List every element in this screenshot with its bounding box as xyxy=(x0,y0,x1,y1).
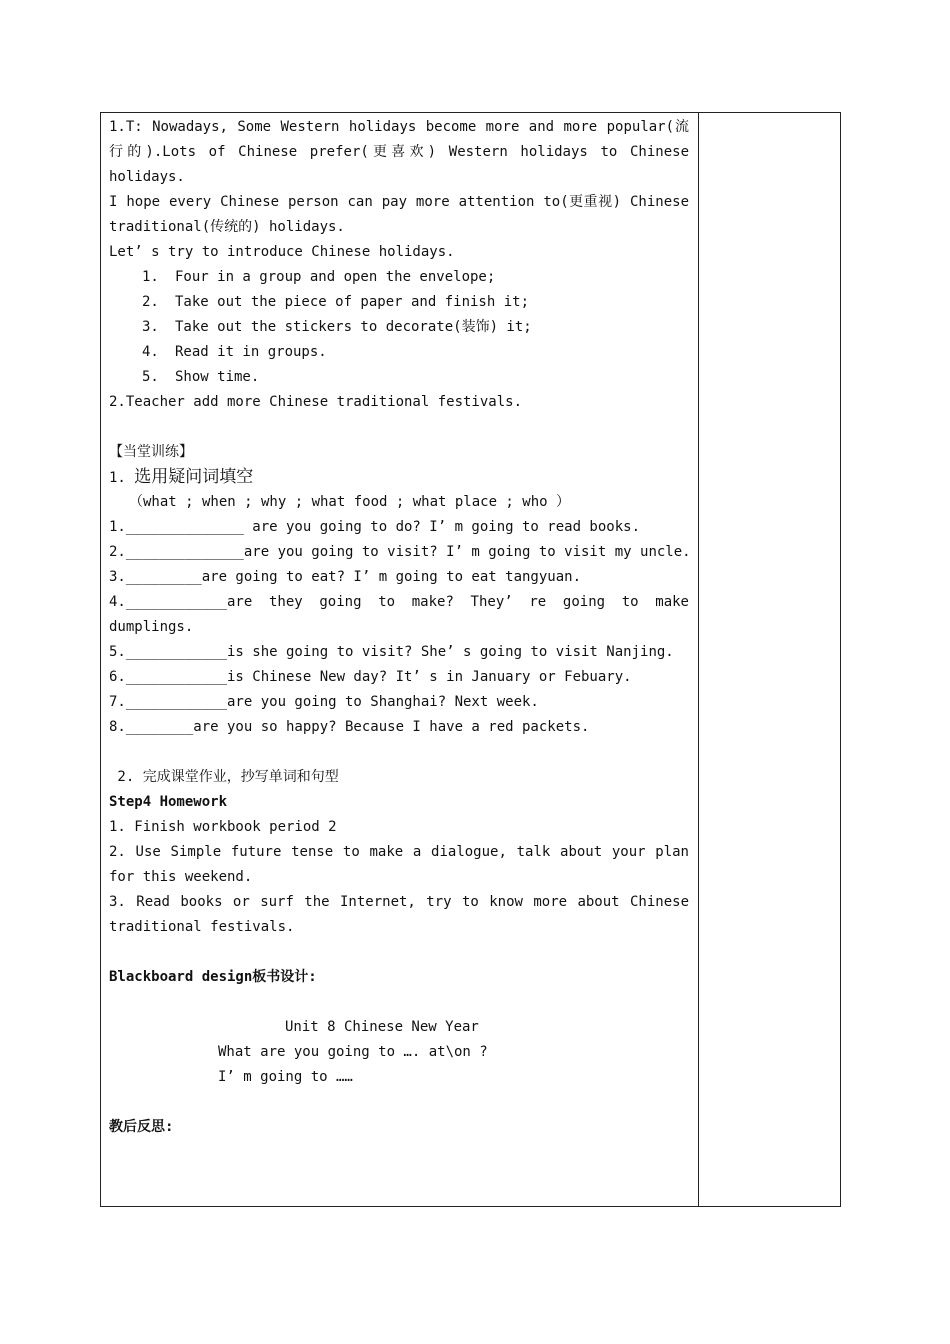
step-item: 1. Four in a group and open the envelope; xyxy=(142,269,496,285)
exercise-item: 5.____________is she going to visit? She’ s going to visit Nanjing. xyxy=(109,644,674,660)
exercise-item: dumplings. xyxy=(109,619,194,635)
blackboard-line: What are you going to …. at\on ? xyxy=(218,1044,488,1060)
lesson-plan-table xyxy=(100,112,841,1207)
intro-line: 1.T: Nowadays, Some Western holidays become more and more popular(流 xyxy=(109,119,689,135)
exercise-item: 2.______________are you going to visit? I’ m going to visit my uncle. xyxy=(109,544,691,560)
step-item: 5. Show time. xyxy=(142,369,260,385)
step-item: 4. Read it in groups. xyxy=(142,344,327,360)
exercise-item: 8.________are you so happy? Because I have a red packets. xyxy=(109,719,590,735)
homework-item: 2. Use Simple future tense to make a dialogue, talk about your plan xyxy=(109,844,689,860)
blackboard-line: I’ m going to …… xyxy=(218,1069,353,1085)
lesson-content-column xyxy=(109,115,689,1140)
exercise-item: 4.____________are they going to make? They’ re going to make xyxy=(109,594,689,610)
intro-line: Let’ s try to introduce Chinese holidays. xyxy=(109,244,455,260)
step-item: 3. Take out the stickers to decorate(装饰) it; xyxy=(142,319,532,335)
reflection-heading: 教后反思: xyxy=(109,1119,174,1135)
task2-line: 2. 完成课堂作业，抄写单词和句型 xyxy=(109,769,339,785)
word-options: （what ; when ; why ; what food ; what place ; who ） xyxy=(129,494,571,510)
intro-line: traditional(传统的) holidays. xyxy=(109,219,345,235)
practice-heading: 【当堂训练】 xyxy=(109,444,193,460)
intro-line: I hope every Chinese person can pay more attention to(更重视) Chinese xyxy=(109,194,689,210)
homework-item: traditional festivals. xyxy=(109,919,295,935)
blackboard-title: Unit 8 Chinese New Year xyxy=(285,1019,479,1035)
task1-title: 1. 选用疑问词填空 xyxy=(109,467,254,487)
exercise-item: 1.______________ are you going to do? I’ m going to read books. xyxy=(109,519,641,535)
exercise-item: 7.____________are you going to Shanghai? Next week. xyxy=(109,694,539,710)
homework-item: 1. Finish workbook period 2 xyxy=(109,819,337,835)
exercise-item: 6.____________is Chinese New day? It’ s in January or Febuary. xyxy=(109,669,632,685)
blackboard-heading: Blackboard design板书设计: xyxy=(109,969,317,985)
homework-heading: Step4 Homework xyxy=(109,794,228,810)
notes-column xyxy=(699,113,840,1206)
homework-item: 3. Read books or surf the Internet, try to know more about Chinese xyxy=(109,894,689,910)
intro-line: holidays. xyxy=(109,169,185,185)
homework-item: for this weekend. xyxy=(109,869,253,885)
step-item: 2. Take out the piece of paper and finish it; xyxy=(142,294,530,310)
teacher-add-line: 2.Teacher add more Chinese traditional festivals. xyxy=(109,394,523,410)
exercise-item: 3._________are going to eat? I’ m going to eat tangyuan. xyxy=(109,569,582,585)
intro-line: 行的).Lots of Chinese prefer(更喜欢) Western holidays to Chinese xyxy=(109,144,689,160)
